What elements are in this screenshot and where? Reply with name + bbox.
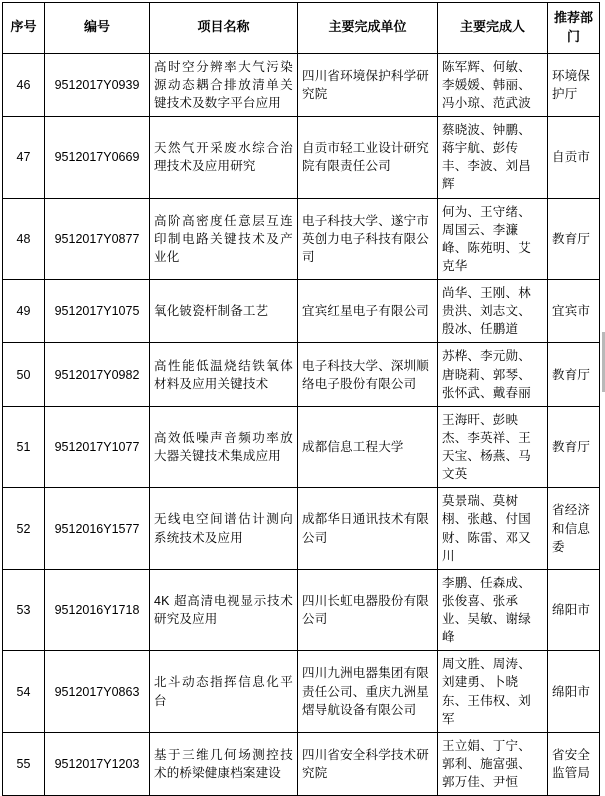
cell-person: 何为、王守绪、周国云、李濂峰、陈苑明、艾克华 xyxy=(438,198,548,280)
cell-unit: 四川省环境保护科学研究院 xyxy=(298,53,438,116)
cell-seq: 50 xyxy=(3,343,45,406)
cell-code: 9512017Y1203 xyxy=(45,732,150,795)
cell-dept: 绵阳市 xyxy=(548,651,600,733)
cell-code: 9512017Y0863 xyxy=(45,651,150,733)
cell-project-name: 天然气开采废水综合治理技术及应用研究 xyxy=(150,117,298,199)
table-row xyxy=(3,343,600,406)
table-header-row xyxy=(3,3,600,54)
column-header-dept: 推荐部门 xyxy=(548,3,600,54)
cell-dept: 省经济和信息委 xyxy=(548,488,600,570)
cell-person: 苏桦、李元勋、唐晓莉、郭琴、张怀武、戴春丽 xyxy=(438,343,548,406)
cell-person: 李鹏、任森成、张俊喜、张承业、吴敏、谢绿峰 xyxy=(438,569,548,651)
cell-project-name: 高性能低温烧结铁氧体材料及应用关键技术 xyxy=(150,343,298,406)
cell-dept: 教育厅 xyxy=(548,343,600,406)
column-header-code: 编号 xyxy=(45,3,150,54)
cell-unit: 电子科技大学、遂宁市英创力电子科技有限公司 xyxy=(298,198,438,280)
cell-seq: 55 xyxy=(3,732,45,795)
column-header-unit: 主要完成单位 xyxy=(298,3,438,54)
cell-dept: 环境保护厅 xyxy=(548,53,600,116)
cell-code: 9512017Y0939 xyxy=(45,53,150,116)
cell-code: 9512017Y0982 xyxy=(45,343,150,406)
cell-unit: 宜宾红星电子有限公司 xyxy=(298,280,438,343)
cell-dept: 宜宾市 xyxy=(548,280,600,343)
cell-unit: 成都信息工程大学 xyxy=(298,406,438,488)
cell-project-name: 4K 超高清电视显示技术研究及应用 xyxy=(150,569,298,651)
cell-project-name: 高时空分辨率大气污染源动态耦合排放清单关键技术及数字平台应用 xyxy=(150,53,298,116)
cell-project-name: 无线电空间谱估计测向系统技术及应用 xyxy=(150,488,298,570)
cell-code: 9512017Y1077 xyxy=(45,406,150,488)
cell-code: 9512017Y1075 xyxy=(45,280,150,343)
table-row xyxy=(3,569,600,651)
cell-project-name: 高阶高密度任意层互连印制电路关键技术及产业化 xyxy=(150,198,298,280)
cell-unit: 四川长虹电器股份有限公司 xyxy=(298,569,438,651)
cell-seq: 49 xyxy=(3,280,45,343)
cell-dept: 绵阳市 xyxy=(548,569,600,651)
cell-unit: 四川省安全科学技术研究院 xyxy=(298,732,438,795)
column-header-person: 主要完成人 xyxy=(438,3,548,54)
table-row xyxy=(3,117,600,199)
cell-code: 9512017Y0877 xyxy=(45,198,150,280)
table-row xyxy=(3,280,600,343)
cell-seq: 47 xyxy=(3,117,45,199)
column-header-name: 项目名称 xyxy=(150,3,298,54)
cell-project-name: 北斗动态指挥信息化平台 xyxy=(150,651,298,733)
cell-person: 莫景瑞、莫树栩、张越、付国财、陈雷、邓又川 xyxy=(438,488,548,570)
table-row xyxy=(3,53,600,116)
cell-person: 王海旰、彭映杰、李英祥、王天宝、杨燕、马文英 xyxy=(438,406,548,488)
cell-unit: 成都华日通讯技术有限公司 xyxy=(298,488,438,570)
cell-project-name: 高效低噪声音频功率放大器关键技术集成应用 xyxy=(150,406,298,488)
cell-code: 9512017Y0669 xyxy=(45,117,150,199)
cell-unit: 电子科技大学、深圳顺络电子股份有限公司 xyxy=(298,343,438,406)
cell-seq: 46 xyxy=(3,53,45,116)
table-row xyxy=(3,488,600,570)
cell-project-name: 基于三维几何场测控技术的桥梁健康档案建设 xyxy=(150,732,298,795)
table-body xyxy=(3,53,600,796)
table-row xyxy=(3,406,600,488)
cell-dept: 省安全监管局 xyxy=(548,732,600,795)
table-row xyxy=(3,198,600,280)
cell-dept: 自贡市 xyxy=(548,117,600,199)
cell-person: 王立娟、丁宁、郭利、施富强、郭万佳、尹恒 xyxy=(438,732,548,795)
cell-person: 周文胜、周涛、刘建勇、卜晓东、王伟权、刘军 xyxy=(438,651,548,733)
cell-dept: 教育厅 xyxy=(548,198,600,280)
column-header-seq: 序号 xyxy=(3,3,45,54)
cell-unit: 四川九洲电器集团有限责任公司、重庆九洲星熠导航设备有限公司 xyxy=(298,651,438,733)
cell-seq: 48 xyxy=(3,198,45,280)
table-header xyxy=(3,3,600,54)
cell-unit: 自贡市轻工业设计研究院有限责任公司 xyxy=(298,117,438,199)
award-list-page xyxy=(0,2,605,790)
cell-project-name: 氧化铍瓷杆制备工艺 xyxy=(150,280,298,343)
cell-seq: 51 xyxy=(3,406,45,488)
award-table xyxy=(2,2,600,796)
cell-seq: 52 xyxy=(3,488,45,570)
cell-dept: 教育厅 xyxy=(548,406,600,488)
table-row xyxy=(3,732,600,795)
cell-person: 尚华、王刚、林贵洪、刘志文、殷冰、任鹏道 xyxy=(438,280,548,343)
cell-person: 陈军辉、何敏、李媛媛、韩丽、冯小琼、范武波 xyxy=(438,53,548,116)
cell-code: 9512016Y1718 xyxy=(45,569,150,651)
cell-person: 蔡晓波、钟鹏、蒋宇航、彭传丰、李波、刘昌辉 xyxy=(438,117,548,199)
table-row xyxy=(3,651,600,733)
cell-seq: 53 xyxy=(3,569,45,651)
cell-seq: 54 xyxy=(3,651,45,733)
cell-code: 9512016Y1577 xyxy=(45,488,150,570)
